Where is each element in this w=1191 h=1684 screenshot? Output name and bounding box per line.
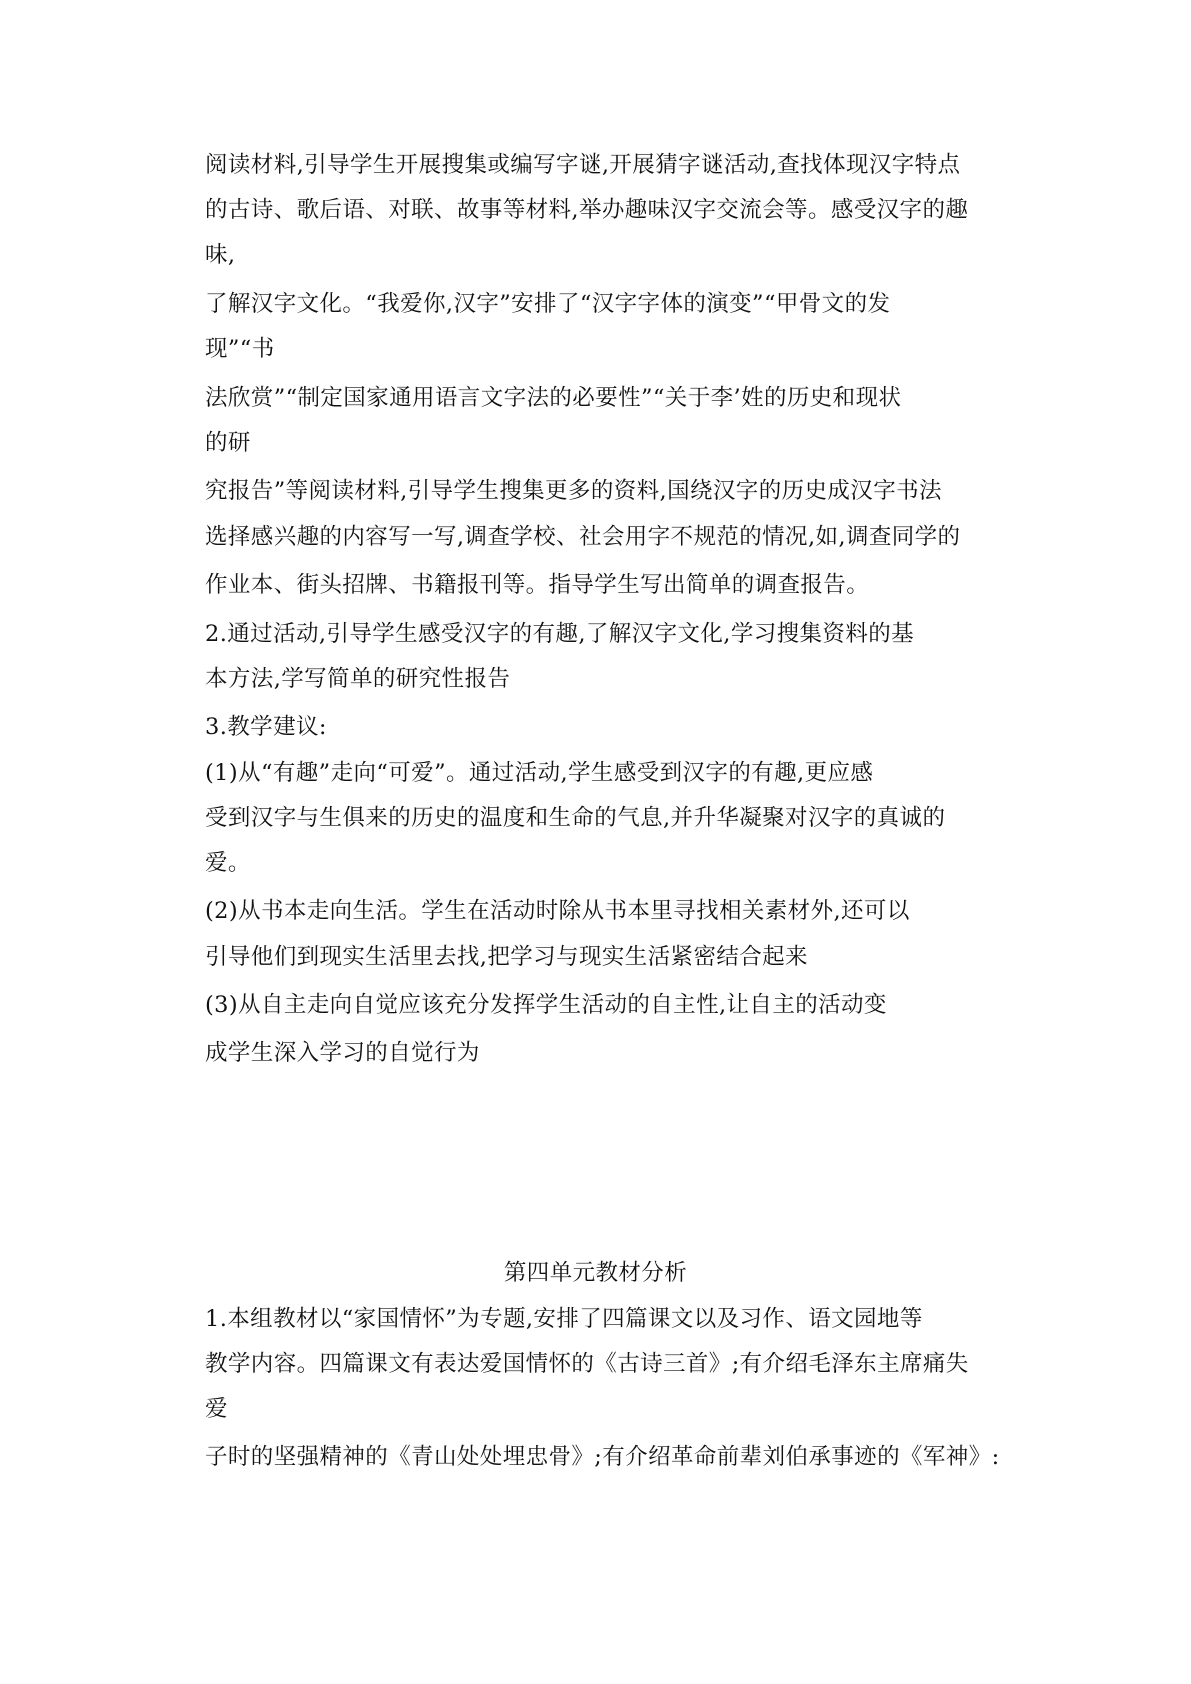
body-text-line: 教学内容。四篇课文有表达爱国情怀的《古诗三首》;有介绍毛泽东主席痛失 xyxy=(205,1351,969,1377)
body-text-line: 爱 xyxy=(205,1396,228,1422)
body-text-line: 现”“书 xyxy=(205,336,275,362)
body-text-line: 爱。 xyxy=(205,850,251,876)
body-text-line: 究报告”等阅读材料,引导学生搜集更多的资料,国绕汉字的历史成汉字书法 xyxy=(205,478,942,504)
body-text-line: 法欣赏”“制定国家通用语言文字法的必要性”“关于李’姓的历史和现状 xyxy=(205,385,902,411)
body-text-line: 味, xyxy=(205,242,236,268)
body-text-line: 引导他们到现实生活里去找,把学习与现实生活紧密结合起来 xyxy=(205,944,808,970)
body-text-line: 的古诗、歌后语、对联、故事等材料,举办趣味汉字交流会等。感受汉字的趣 xyxy=(205,197,969,223)
body-text-line: 的研 xyxy=(205,430,251,456)
body-text-line: 1.本组教材以“家国情怀”为专题,安排了四篇课文以及习作、语文园地等 xyxy=(205,1306,923,1332)
body-text-line: 选择感兴趣的内容写一写,调查学校、社会用字不规范的情况,如,调查同学的 xyxy=(205,524,961,550)
body-text-line: 3.教学建议: xyxy=(205,714,327,740)
body-text-line: 作业本、街头招牌、书籍报刊等。指导学生写出简单的调查报告。 xyxy=(205,572,870,598)
body-text-line: (2)从书本走向生活。学生在活动时除从书本里寻找相关素材外,还可以 xyxy=(205,898,910,924)
body-text-line: 成学生深入学习的自觉行为 xyxy=(205,1040,480,1066)
body-text-line: (1)从“有趣”走向“可爱”。通过活动,学生感受到汉字的有趣,更应感 xyxy=(205,760,874,786)
section-heading: 第四单元教材分析 xyxy=(503,1260,688,1286)
body-text-line: 2.通过活动,引导学生感受汉字的有趣,了解汉字文化,学习搜集资料的基 xyxy=(205,621,915,647)
body-text-line: 本方法,学写简单的研究性报告 xyxy=(205,666,511,692)
body-text-line: 子时的坚强精神的《青山处处埋忠骨》;有介绍革命前辈刘伯承事迹的《军神》: xyxy=(205,1444,1000,1470)
body-text-line: 了解汉字文化。“我爱你,汉字”安排了“汉字字体的演变”“甲骨文的发 xyxy=(205,291,891,317)
body-text-line: (3)从自主走向自觉应该充分发挥学生活动的自主性,让自主的活动变 xyxy=(205,992,887,1018)
body-text-line: 阅读材料,引导学生开展搜集或编写字谜,开展猜字谜活动,查找体现汉字特点 xyxy=(205,152,961,178)
body-text-line: 受到汉字与生俱来的历史的温度和生命的气息,并升华凝聚对汉字的真诚的 xyxy=(205,805,946,831)
